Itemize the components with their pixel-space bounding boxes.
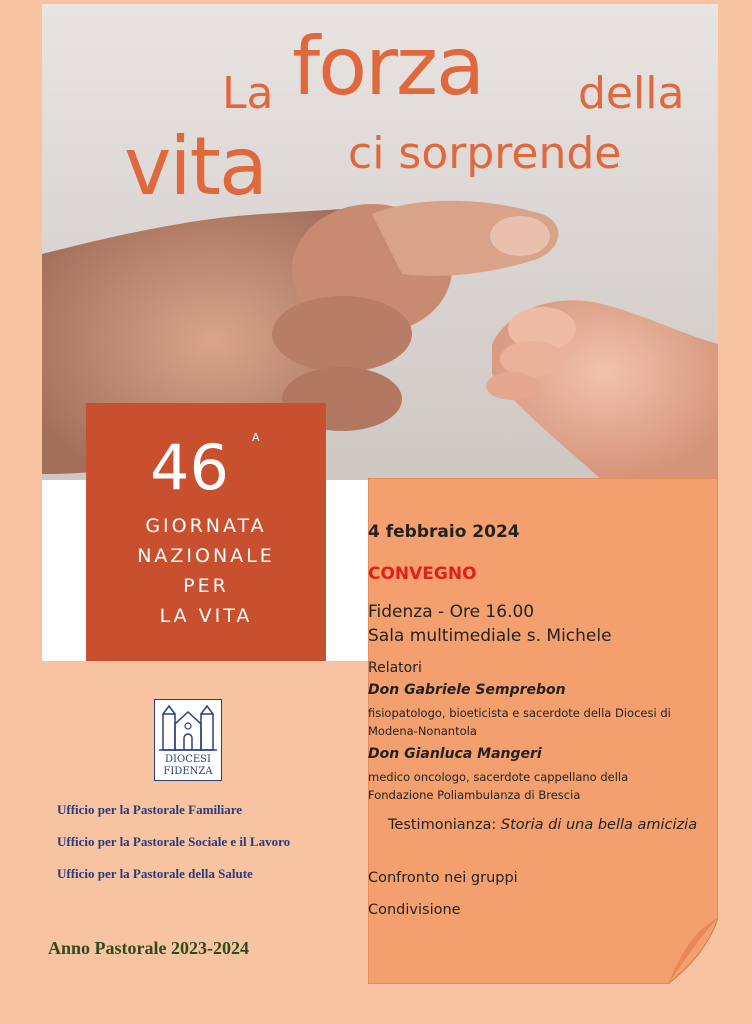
office-salute: Ufficio per la Pastorale della Salute bbox=[57, 866, 253, 881]
place-line: Sala multimediale s. Michele bbox=[368, 626, 612, 646]
badge-line: PER bbox=[183, 575, 229, 597]
badge-line: NAZIONALE bbox=[137, 545, 275, 567]
desc-line: medico oncologo, sacerdote cappellano della bbox=[368, 770, 629, 784]
confronto: Confronto nei gruppi bbox=[368, 870, 518, 886]
logo-line1: DIOCESI bbox=[165, 754, 211, 765]
testimony-label: Testimonianza: bbox=[388, 817, 497, 833]
anno-pastorale: Anno Pastorale 2023-2024 bbox=[48, 938, 249, 958]
event-note-card bbox=[368, 478, 718, 984]
title-vita: vita bbox=[124, 120, 266, 213]
event-type: CONVEGNO bbox=[368, 564, 477, 584]
title-la: La bbox=[222, 68, 274, 119]
event-date: 4 febbraio 2024 bbox=[368, 522, 520, 542]
condivisione: Condivisione bbox=[368, 902, 461, 918]
speaker2-name: Don Gianluca Mangeri bbox=[368, 746, 542, 762]
edition-superscript: A bbox=[252, 431, 260, 444]
testimony-title: Storia di una bella amicizia bbox=[500, 817, 698, 833]
desc-line: Fondazione Poliambulanza di Brescia bbox=[368, 788, 581, 802]
cathedral-icon bbox=[155, 700, 221, 754]
event-place bbox=[368, 600, 718, 648]
logo-line2: FIDENZA bbox=[163, 766, 213, 777]
title-forza: forza bbox=[292, 20, 484, 113]
title-ci-sorprende: ci sorprende bbox=[348, 128, 622, 179]
speaker1-desc bbox=[368, 704, 718, 740]
office-familiare: Ufficio per la Pastorale Familiare bbox=[57, 802, 243, 817]
giornata-badge bbox=[86, 403, 326, 661]
relatori-label: Relatori bbox=[368, 660, 422, 676]
badge-line: LA VITA bbox=[159, 605, 253, 627]
speaker2-desc bbox=[368, 768, 718, 804]
speaker1-name: Don Gabriele Semprebon bbox=[368, 682, 566, 698]
diocese-logo bbox=[154, 699, 222, 781]
title-della: della bbox=[578, 68, 685, 119]
office-sociale: Ufficio per la Pastorale Sociale e il Lavoro bbox=[57, 834, 291, 849]
giornata-text bbox=[86, 511, 326, 631]
place-line: Fidenza - Ore 16.00 bbox=[368, 602, 535, 622]
desc-line: Modena-Nonantola bbox=[368, 724, 477, 738]
badge-line: GIORNATA bbox=[145, 515, 267, 537]
desc-line: fisiopatologo, bioeticista e sacerdote della Diocesi di bbox=[368, 706, 671, 720]
testimony bbox=[388, 814, 698, 836]
edition-number: 46 bbox=[150, 431, 229, 504]
